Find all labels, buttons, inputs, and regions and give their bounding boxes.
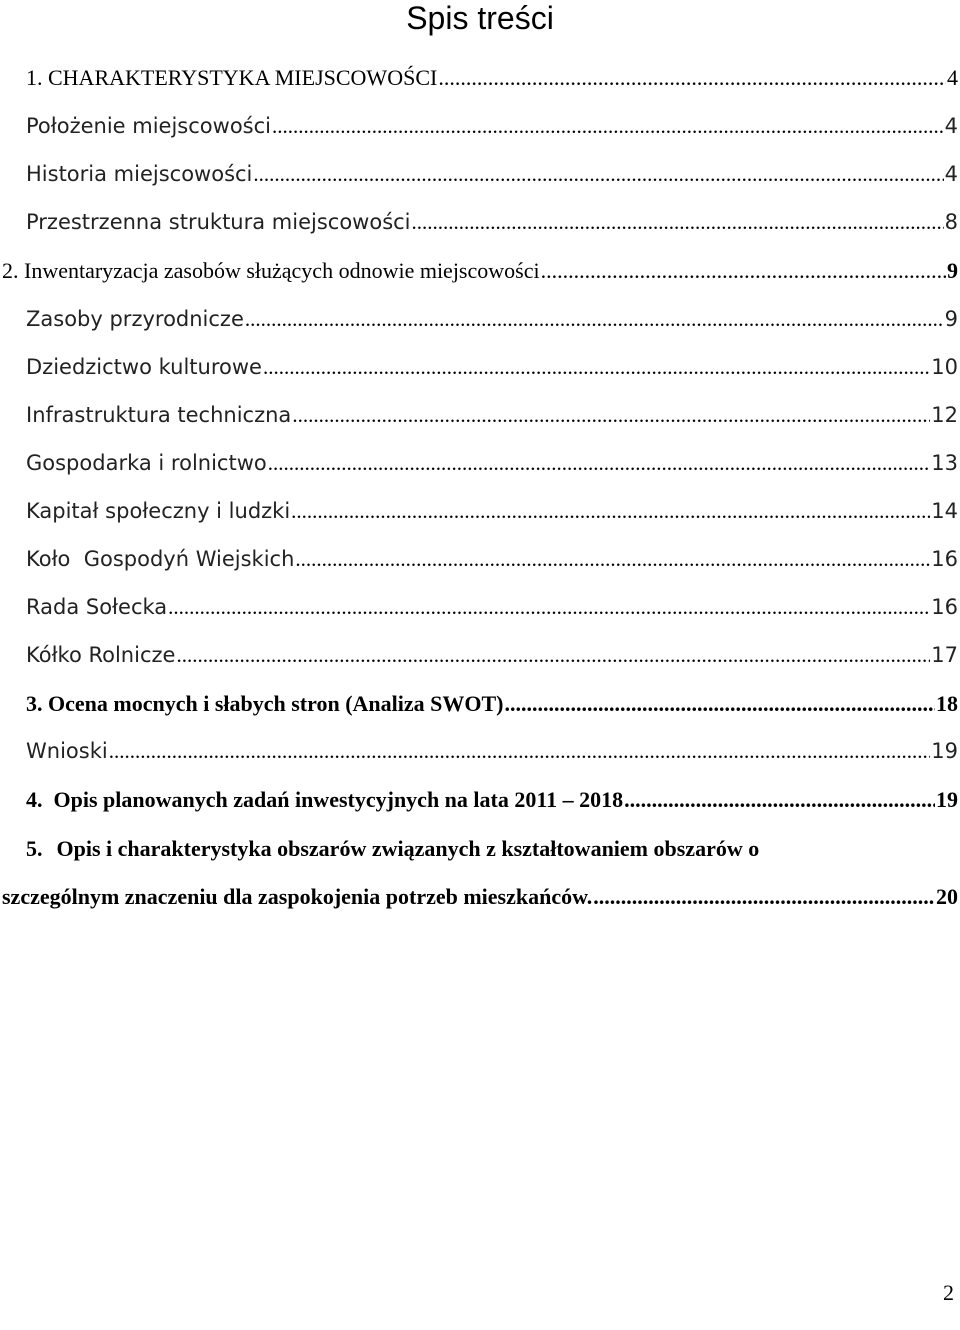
dot-leader xyxy=(291,499,930,524)
dot-leader xyxy=(593,884,935,910)
toc-entry-page: 16 xyxy=(931,547,958,571)
toc-entry-page: 4 xyxy=(944,114,958,138)
dot-leader xyxy=(245,307,944,332)
toc-entry-label: szczególnym znaczeniu dla zaspokojenia potrzeb mieszkańców. xyxy=(2,884,593,909)
toc-entry-label: Koło Gospodyń Wiejskich xyxy=(26,547,295,571)
dot-leader xyxy=(624,787,935,813)
dot-leader xyxy=(268,451,931,476)
toc-entry-page: 4 xyxy=(947,65,958,90)
toc-entry-page: 10 xyxy=(931,355,958,379)
toc-entry-page: 17 xyxy=(931,643,958,667)
toc-entry-historia[interactable] xyxy=(26,162,958,196)
toc-entry-gospodarka[interactable] xyxy=(26,451,958,485)
toc-entry-label: Wnioski xyxy=(26,739,108,763)
toc-entry-page: 12 xyxy=(931,403,958,427)
toc-entry-analiza-swot[interactable] xyxy=(26,691,958,725)
toc-entry-page: 18 xyxy=(936,691,958,716)
dot-leader xyxy=(176,643,930,668)
toc-entry-label: Położenie miejscowości xyxy=(26,114,271,138)
toc-entry-label: Rada Sołecka xyxy=(26,595,168,619)
toc-entry-page: 4 xyxy=(944,162,958,186)
page-title: Spis treści xyxy=(406,0,554,36)
toc-entry-przestrzenna-struktura[interactable] xyxy=(26,210,958,244)
toc-entry-opis-obszarow-line1[interactable] xyxy=(26,836,958,862)
toc-entry-label: Opis i charakterystyka obszarów związanych z kształtowaniem obszarów o xyxy=(56,836,760,861)
toc-entry-kolo-gospodyn[interactable] xyxy=(26,547,958,581)
dot-leader xyxy=(505,691,935,717)
toc-entry-page: 16 xyxy=(931,595,958,619)
toc-entry-infrastruktura[interactable] xyxy=(26,403,958,437)
toc-entry-label: Gospodarka i rolnictwo xyxy=(26,451,267,475)
toc-entry-number: 5. xyxy=(26,836,43,861)
toc-entry-kapital[interactable] xyxy=(26,499,958,533)
toc-entry-page: 9 xyxy=(947,258,958,283)
toc-entry-polozenie[interactable] xyxy=(26,114,958,148)
toc-entry-page: 14 xyxy=(931,499,958,523)
toc-entry-rada-solecka[interactable] xyxy=(26,595,958,629)
toc-entry-zasoby-przyrodnicze[interactable] xyxy=(26,307,958,341)
toc-entry-page: 9 xyxy=(944,307,958,331)
toc-entry-label: 4. Opis planowanych zadań inwestycyjnych na lata 2011 – 2018 xyxy=(26,787,624,812)
toc-entry-inwentaryzacja[interactable] xyxy=(2,258,958,292)
dot-leader xyxy=(295,547,930,572)
dot-leader xyxy=(263,355,930,380)
toc-entry-dziedzictwo[interactable] xyxy=(26,355,958,389)
dot-leader xyxy=(109,739,931,764)
toc-entry-page: 20 xyxy=(936,884,958,909)
dot-leader xyxy=(412,210,944,235)
toc-entry-label: Kapitał społeczny i ludzki xyxy=(26,499,291,523)
toc-entry-wnioski[interactable] xyxy=(26,739,958,773)
toc-entry-page: 19 xyxy=(931,739,958,763)
footer-page-number: 2 xyxy=(943,1280,954,1305)
toc-entry-label: Kółko Rolnicze xyxy=(26,643,176,667)
dot-leader xyxy=(168,595,930,620)
toc-entry-label: 3. Ocena mocnych i słabych stron (Analiza SWOT) xyxy=(26,691,504,716)
toc-entry-label: Zasoby przyrodnicze xyxy=(26,307,244,331)
dot-leader xyxy=(541,258,946,284)
toc-entry-label: Historia miejscowości xyxy=(26,162,253,186)
toc-entry-label: 2. Inwentaryzacja zasobów służących odnowie miejscowości xyxy=(2,258,540,283)
toc-entry-charakterystyka[interactable] xyxy=(26,65,958,99)
toc-entry-label: 1. CHARAKTERYSTYKA MIEJSCOWOŚCI xyxy=(26,65,438,90)
dot-leader xyxy=(272,114,944,139)
dot-leader xyxy=(253,162,943,187)
toc-entry-page: 13 xyxy=(931,451,958,475)
toc-entry-opis-obszarow-line2[interactable] xyxy=(2,884,958,918)
toc-entry-label: Dziedzictwo kulturowe xyxy=(26,355,262,379)
toc-entry-label: Infrastruktura techniczna xyxy=(26,403,292,427)
dot-leader xyxy=(438,65,946,91)
toc-entry-label: Przestrzenna struktura miejscowości xyxy=(26,210,411,234)
toc-entry-page: 8 xyxy=(944,210,958,234)
toc-entry-page: 19 xyxy=(936,787,958,812)
toc-entry-opis-zadan[interactable] xyxy=(26,787,958,821)
toc-entry-kolko-rolnicze[interactable] xyxy=(26,643,958,677)
dot-leader xyxy=(292,403,930,428)
